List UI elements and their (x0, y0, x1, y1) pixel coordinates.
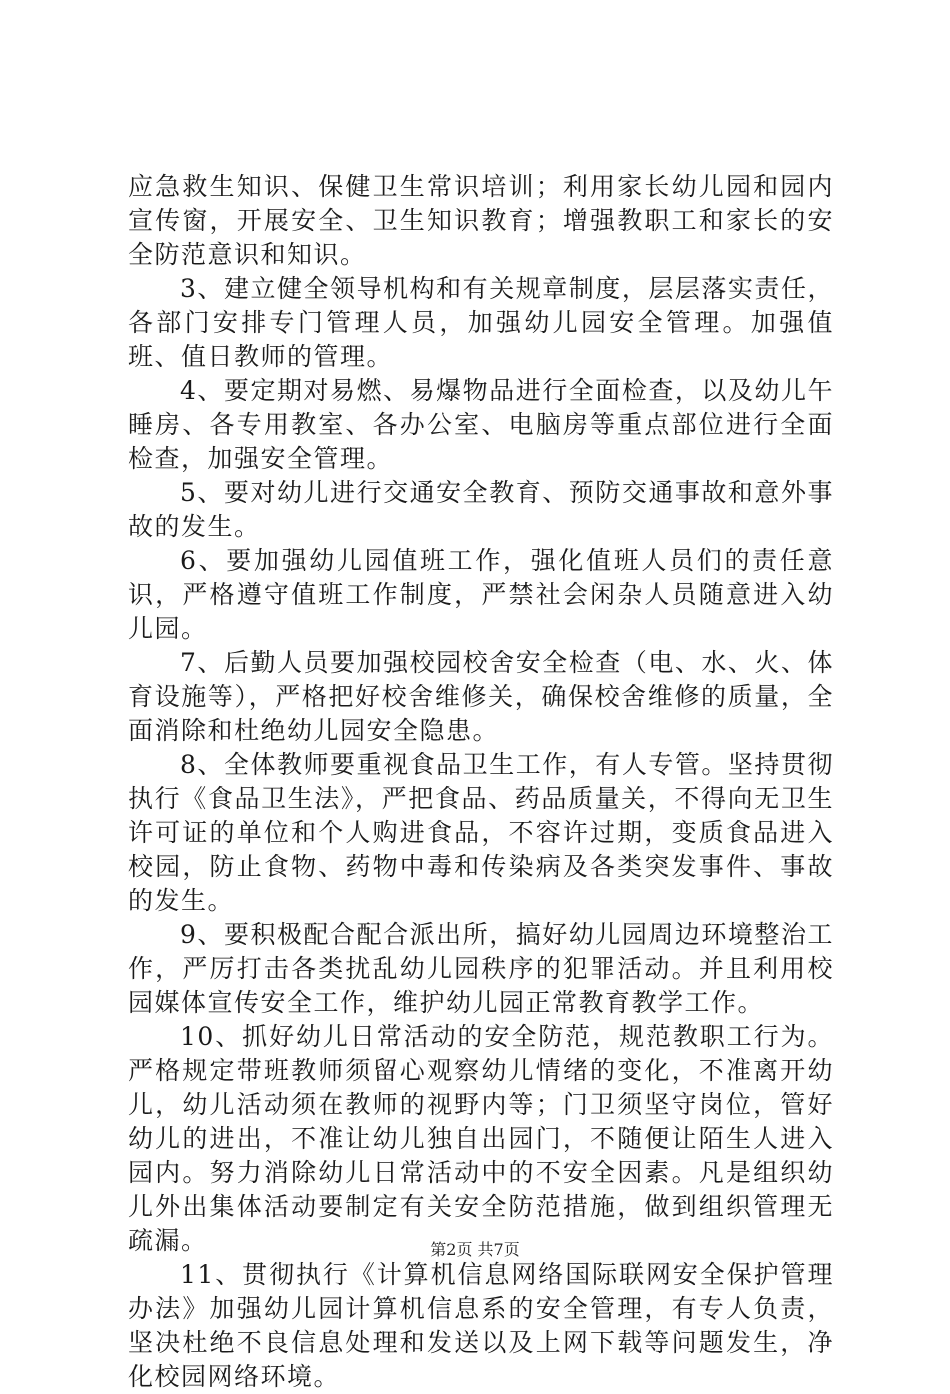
paragraph-item-10: 10、抓好幼儿日常活动的安全防范，规范教职工行为。严格规定带班教师须留心观察幼儿情绪的变化，不准离开幼儿，幼儿活动须在教师的视野内等；门卫须坚守岗位，管好幼儿的进出，不准让幼儿独自出园门，不随便让陌生人进入园内。努力消除幼儿日常活动中的不安全因素。凡是组织幼儿外出集体活动要制定有关安全防范措施，做到组织管理无疏漏。 (128, 1022, 834, 1255)
paragraph-item-9: 9、要积极配合配合派出所，搞好幼儿园周边环境整治工作，严厉打击各类扰乱幼儿园秩序的犯罪活动。并且利用校园媒体宣传安全工作，维护幼儿园正常教育教学工作。 (128, 920, 834, 1017)
paragraph-item-3: 3、建立健全领导机构和有关规章制度，层层落实责任，各部门安排专门管理人员，加强幼儿园安全管理。加强值班、值日教师的管理。 (128, 274, 834, 371)
page-number-footer: 第2页 共7页 (430, 1240, 520, 1259)
document-body (128, 170, 834, 1394)
paragraph-item-5: 5、要对幼儿进行交通安全教育、预防交通事故和意外事故的发生。 (128, 478, 834, 541)
paragraph-item-6: 6、要加强幼儿园值班工作，强化值班人员们的责任意识，严格遵守值班工作制度，严禁社会闲杂人员随意进入幼儿园。 (128, 546, 834, 643)
paragraph-item-11: 11、贯彻执行《计算机信息网络国际联网安全保护管理办法》加强幼儿园计算机信息系的安全管理，有专人负责，坚决杜绝不良信息处理和发送以及上网下载等问题发生，净化校园网络环境。 (128, 1260, 834, 1391)
paragraph-item-4: 4、要定期对易燃、易爆物品进行全面检查，以及幼儿午睡房、各专用教室、各办公室、电脑房等重点部位进行全面检查，加强安全管理。 (128, 376, 834, 473)
paragraph-item-8: 8、全体教师要重视食品卫生工作，有人专管。坚持贯彻执行《食品卫生法》，严把食品、药品质量关，不得向无卫生许可证的单位和个人购进食品，不容许过期，变质食品进入校园，防止食物、药物中毒和传染病及各类突发事件、事故的发生。 (128, 750, 834, 915)
paragraph-item-7: 7、后勤人员要加强校园校舍安全检查（电、水、火、体育设施等），严格把好校舍维修关，确保校舍维修的质量，全面消除和杜绝幼儿园安全隐患。 (128, 648, 834, 745)
paragraph-continuation: 应急救生知识、保健卫生常识培训；利用家长幼儿园和园内宣传窗，开展安全、卫生知识教育；增强教职工和家长的安全防范意识和知识。 (128, 172, 834, 269)
